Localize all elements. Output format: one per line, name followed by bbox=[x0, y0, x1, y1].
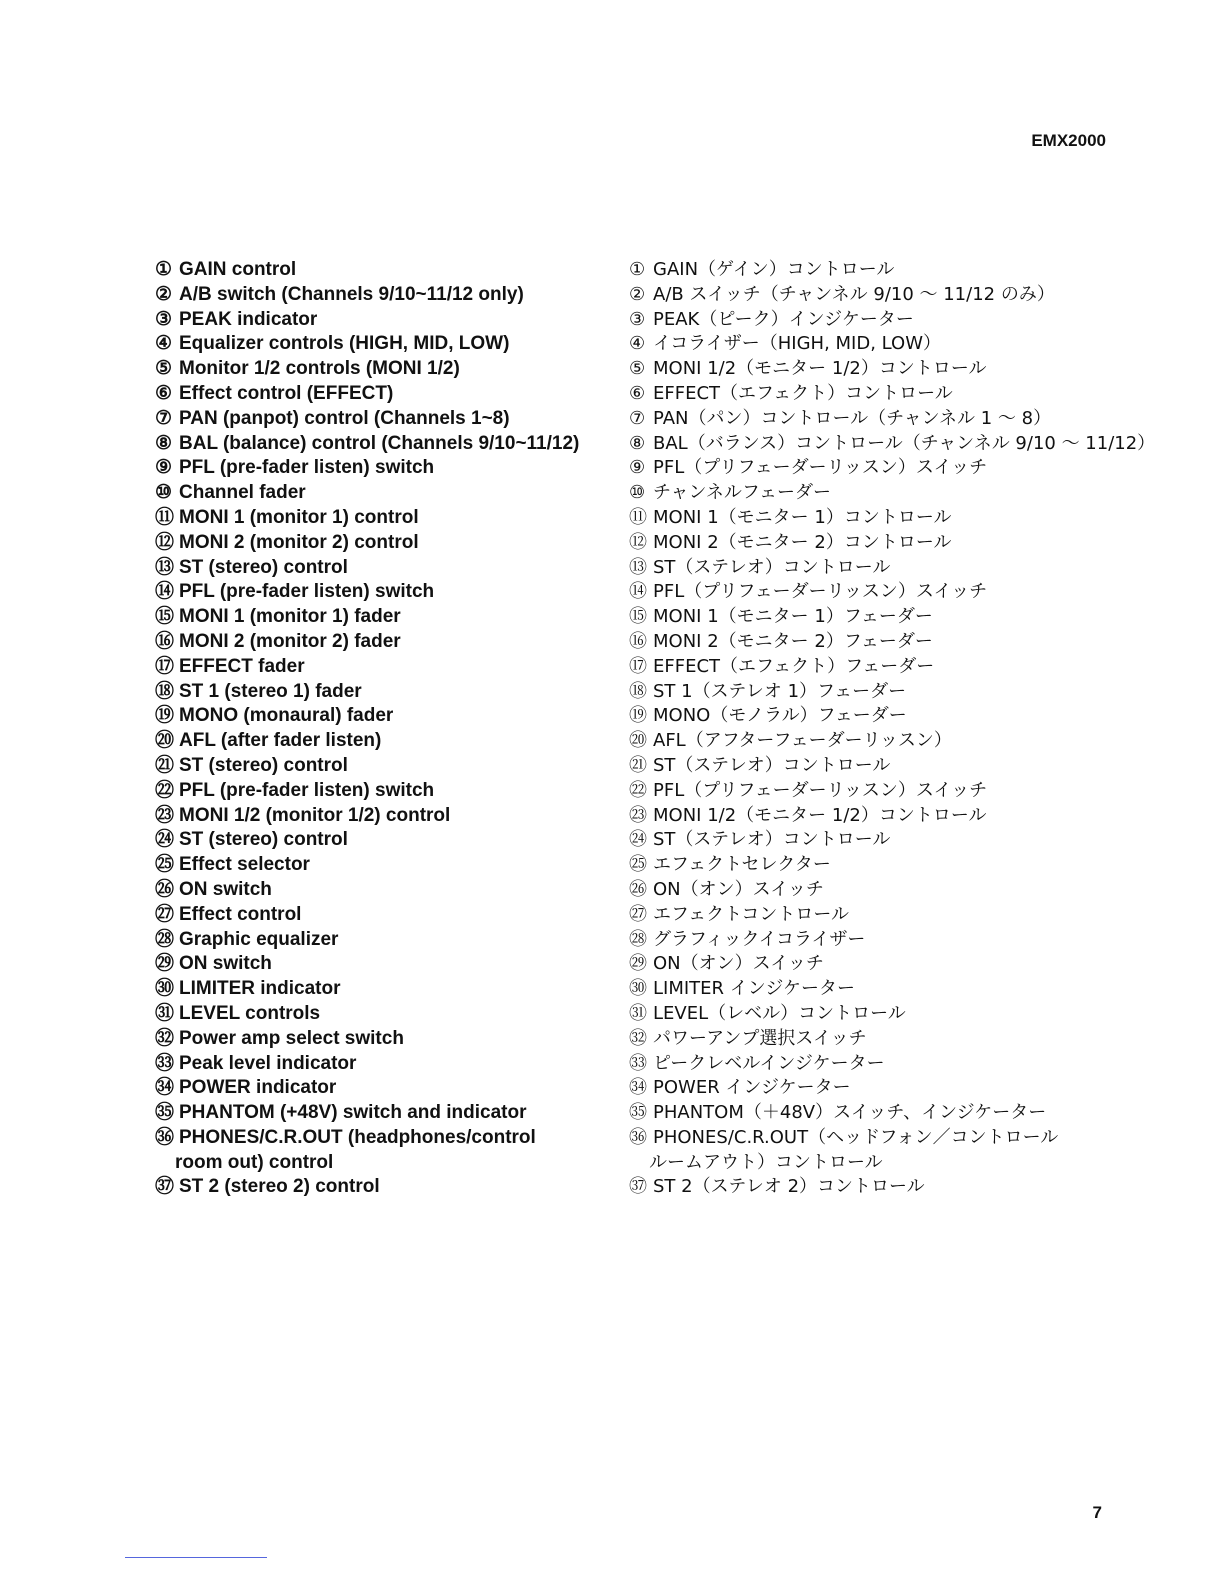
item-number: ㉖ bbox=[629, 878, 647, 900]
list-item bbox=[629, 928, 1109, 953]
item-number: ㉕ bbox=[155, 854, 175, 876]
item-text: ST（ステレオ）コントロール bbox=[653, 829, 891, 851]
list-item bbox=[629, 580, 1109, 605]
list-item bbox=[155, 680, 605, 705]
item-text: Effect selector bbox=[179, 854, 310, 876]
list-item bbox=[629, 779, 1109, 804]
item-number: ㉞ bbox=[155, 1077, 175, 1099]
item-text: Effect control (EFFECT) bbox=[179, 382, 394, 404]
item-number: ⑤ bbox=[629, 358, 646, 380]
item-number: ㉒ bbox=[155, 779, 175, 801]
list-item bbox=[155, 1027, 605, 1052]
list-item bbox=[629, 258, 1109, 283]
list-item bbox=[155, 332, 605, 357]
item-text: EFFECT（エフェクト）コントロール bbox=[653, 382, 953, 404]
item-number: ④ bbox=[629, 333, 646, 355]
item-text: MONI 1（モニター 1）フェーダー bbox=[653, 606, 933, 628]
item-number: ⑰ bbox=[155, 655, 175, 677]
item-number: ㉛ bbox=[629, 1002, 647, 1024]
item-number: ⑨ bbox=[629, 457, 646, 479]
list-item bbox=[629, 729, 1109, 754]
list-item bbox=[155, 308, 605, 333]
item-text: ST 1 (stereo 1) fader bbox=[179, 680, 362, 702]
list-item bbox=[629, 878, 1109, 903]
list-item bbox=[155, 878, 605, 903]
item-text: ON（オン）スイッチ bbox=[653, 953, 824, 975]
page-number: 7 bbox=[1092, 1503, 1102, 1522]
list-item bbox=[155, 432, 605, 457]
list-item bbox=[155, 729, 605, 754]
item-number: ㉘ bbox=[155, 928, 175, 950]
item-text: MONI 1（モニター 1）コントロール bbox=[653, 506, 952, 528]
list-item bbox=[629, 605, 1109, 630]
model-name: EMX2000 bbox=[1031, 131, 1106, 150]
item-text: PFL（プリフェーダーリッスン）スイッチ bbox=[653, 779, 988, 801]
list-item bbox=[629, 481, 1109, 506]
item-number: ㊲ bbox=[155, 1176, 175, 1198]
list-item bbox=[629, 853, 1109, 878]
item-text: MONI 1/2（モニター 1/2）コントロール bbox=[653, 358, 987, 380]
item-text: GAIN（ゲイン）コントロール bbox=[653, 259, 895, 280]
item-text: ピークレベルインジケーター bbox=[653, 1052, 885, 1074]
item-text: ST（ステレオ）コントロール bbox=[653, 754, 891, 776]
list-item bbox=[155, 506, 605, 531]
item-text: チャンネルフェーダー bbox=[653, 482, 832, 504]
list-item bbox=[629, 804, 1109, 829]
item-number: ⑯ bbox=[629, 630, 647, 652]
item-text: AFL（アフターフェーダーリッスン） bbox=[653, 730, 952, 752]
list-item bbox=[155, 456, 605, 481]
list-item bbox=[155, 828, 605, 853]
item-number: ㉓ bbox=[629, 804, 647, 826]
item-text: ST（ステレオ）コントロール bbox=[653, 556, 891, 578]
item-text: PHONES/C.R.OUT（ヘッドフォン／コントロール bbox=[653, 1126, 1059, 1148]
item-number: ⑱ bbox=[155, 680, 175, 702]
list-item bbox=[155, 977, 605, 1002]
item-number: ㊱ bbox=[629, 1126, 647, 1148]
item-text: LIMITER インジケーター bbox=[653, 978, 855, 1000]
list-item bbox=[629, 903, 1109, 928]
item-number: ㊲ bbox=[629, 1176, 647, 1198]
item-text: Effect control bbox=[179, 903, 302, 925]
list-item bbox=[155, 903, 605, 928]
item-number: ⑭ bbox=[155, 581, 175, 603]
item-text: LIMITER indicator bbox=[179, 978, 341, 1000]
item-number: ⑯ bbox=[155, 630, 175, 652]
list-item bbox=[155, 556, 605, 581]
item-number: ㉙ bbox=[629, 953, 647, 975]
item-number: ⑮ bbox=[629, 606, 647, 628]
item-number: ㉔ bbox=[629, 829, 647, 851]
item-text: ST 2（ステレオ 2）コントロール bbox=[653, 1176, 925, 1198]
item-text: PFL (pre-fader listen) switch bbox=[179, 581, 435, 603]
item-text: ST 1（ステレオ 1）フェーダー bbox=[653, 680, 907, 702]
item-number: ② bbox=[155, 283, 173, 305]
list-item bbox=[155, 283, 605, 308]
list-item bbox=[629, 1076, 1109, 1101]
item-number: ㉗ bbox=[629, 903, 647, 925]
item-number: ⑦ bbox=[155, 407, 173, 429]
item-text: A/B スイッチ（チャンネル 9/10 ～ 11/12 のみ） bbox=[653, 283, 1055, 305]
list-item bbox=[155, 754, 605, 779]
list-item bbox=[155, 1052, 605, 1077]
item-text: PEAK（ピーク）インジケーター bbox=[653, 308, 914, 330]
item-text: Graphic equalizer bbox=[179, 928, 339, 950]
item-text: EFFECT（エフェクト）フェーダー bbox=[653, 655, 935, 677]
list-item bbox=[155, 1175, 605, 1200]
list-item bbox=[629, 283, 1109, 308]
item-number: ① bbox=[629, 259, 646, 280]
list-item bbox=[629, 382, 1109, 407]
item-text: Peak level indicator bbox=[179, 1052, 357, 1074]
item-number: ⑫ bbox=[155, 531, 175, 553]
item-text-continuation: ルームアウト）コントロール bbox=[649, 1151, 883, 1173]
item-number: ⑧ bbox=[629, 432, 646, 454]
item-number: ㉖ bbox=[155, 878, 175, 900]
item-text: AFL (after fader listen) bbox=[179, 730, 382, 752]
item-number: ⑪ bbox=[629, 506, 647, 528]
item-number: ⑧ bbox=[155, 432, 173, 454]
item-number: ㉝ bbox=[629, 1052, 647, 1074]
list-item bbox=[629, 308, 1109, 333]
list-item bbox=[629, 1052, 1109, 1077]
item-number: ⑦ bbox=[629, 407, 646, 429]
item-number: ⑨ bbox=[155, 457, 173, 479]
item-text: ST (stereo) control bbox=[179, 754, 348, 776]
list-item bbox=[155, 1076, 605, 1101]
footer-rule bbox=[125, 1557, 267, 1558]
item-text: MONI 1/2 (monitor 1/2) control bbox=[179, 804, 451, 826]
item-text: PFL (pre-fader listen) switch bbox=[179, 779, 435, 801]
list-item bbox=[629, 977, 1109, 1002]
list-item bbox=[629, 357, 1109, 382]
item-text: エフェクトコントロール bbox=[653, 903, 850, 925]
item-number: ㉜ bbox=[155, 1027, 175, 1049]
item-text: LEVEL（レベル）コントロール bbox=[653, 1002, 906, 1024]
item-number: ⑱ bbox=[629, 680, 647, 702]
japanese-item-list bbox=[629, 258, 1156, 1200]
item-number: ⑲ bbox=[629, 705, 647, 727]
item-text: POWER インジケーター bbox=[653, 1077, 851, 1099]
list-item bbox=[155, 481, 605, 506]
item-text: LEVEL controls bbox=[179, 1002, 321, 1024]
item-number: ㊱ bbox=[155, 1126, 175, 1148]
item-number: ㉕ bbox=[629, 854, 647, 876]
item-number: ⑤ bbox=[155, 358, 173, 380]
item-text: ST 2 (stereo 2) control bbox=[179, 1176, 380, 1198]
item-number: ㉘ bbox=[629, 928, 647, 950]
item-text: Power amp select switch bbox=[179, 1027, 404, 1049]
item-number: ㉔ bbox=[155, 829, 175, 851]
list-item bbox=[155, 804, 605, 829]
list-item bbox=[155, 630, 605, 655]
item-text: PHANTOM（＋48V）スイッチ、インジケーター bbox=[653, 1102, 1047, 1124]
item-number: ㉒ bbox=[629, 779, 647, 801]
item-text: MONI 2 (monitor 2) fader bbox=[179, 630, 401, 652]
list-item bbox=[629, 1027, 1109, 1052]
item-text: MONI 1 (monitor 1) control bbox=[179, 506, 419, 528]
list-item bbox=[629, 1175, 1109, 1200]
item-number: ⑳ bbox=[629, 730, 647, 752]
item-number: ③ bbox=[629, 308, 646, 330]
item-number: ⑬ bbox=[629, 556, 647, 578]
list-item bbox=[155, 928, 605, 953]
item-number: ㉟ bbox=[155, 1102, 175, 1124]
list-item bbox=[155, 580, 605, 605]
list-item bbox=[629, 1126, 1109, 1176]
list-item bbox=[629, 456, 1109, 481]
item-number: ④ bbox=[155, 333, 173, 355]
item-text: ON switch bbox=[179, 953, 272, 975]
item-text: PAN (panpot) control (Channels 1~8) bbox=[179, 407, 510, 429]
item-number: ② bbox=[629, 283, 646, 305]
list-item bbox=[155, 1101, 605, 1126]
item-text: PHONES/C.R.OUT (headphones/control bbox=[179, 1126, 536, 1148]
list-item bbox=[155, 382, 605, 407]
item-text: Equalizer controls (HIGH, MID, LOW) bbox=[179, 333, 510, 355]
list-item bbox=[629, 680, 1109, 705]
item-number: ① bbox=[155, 259, 173, 280]
item-text: PFL（プリフェーダーリッスン）スイッチ bbox=[653, 581, 988, 603]
item-text: グラフィックイコライザー bbox=[653, 928, 866, 950]
item-text: ST (stereo) control bbox=[179, 829, 348, 851]
item-number: ⑭ bbox=[629, 581, 647, 603]
item-text: MONO（モノラル）フェーダー bbox=[653, 705, 907, 727]
list-item bbox=[629, 754, 1109, 779]
item-number: ⑥ bbox=[155, 382, 173, 404]
list-item bbox=[155, 407, 605, 432]
item-number: ⑩ bbox=[155, 482, 173, 504]
list-item bbox=[155, 952, 605, 977]
item-text: PEAK indicator bbox=[179, 308, 318, 330]
item-number: ⑳ bbox=[155, 730, 175, 752]
item-number: ⑩ bbox=[629, 482, 646, 504]
item-text: PHANTOM (+48V) switch and indicator bbox=[179, 1102, 527, 1124]
item-number: ㉟ bbox=[629, 1102, 647, 1124]
item-text: A/B switch (Channels 9/10~11/12 only) bbox=[179, 283, 524, 305]
list-item bbox=[629, 332, 1109, 357]
list-item bbox=[629, 952, 1109, 977]
item-text: ON switch bbox=[179, 878, 272, 900]
list-item bbox=[629, 531, 1109, 556]
item-text: イコライザー（HIGH, MID, LOW） bbox=[653, 333, 942, 355]
list-item bbox=[155, 1002, 605, 1027]
item-number: ㉑ bbox=[155, 754, 175, 776]
item-number: ⑥ bbox=[629, 382, 646, 404]
item-number: ㉝ bbox=[155, 1052, 175, 1074]
list-item bbox=[155, 655, 605, 680]
list-item bbox=[629, 506, 1109, 531]
list-item bbox=[155, 704, 605, 729]
item-text: パワーアンプ選択スイッチ bbox=[653, 1027, 867, 1049]
list-item bbox=[155, 605, 605, 630]
item-number: ⑫ bbox=[629, 531, 647, 553]
list-item bbox=[629, 1101, 1109, 1126]
list-item bbox=[155, 1126, 605, 1176]
item-text: BAL (balance) control (Channels 9/10~11/12) bbox=[179, 432, 580, 454]
item-number: ③ bbox=[155, 308, 173, 330]
item-number: ㉞ bbox=[629, 1077, 647, 1099]
item-text: MONI 2（モニター 2）コントロール bbox=[653, 531, 952, 553]
list-item bbox=[155, 531, 605, 556]
item-number: ㉚ bbox=[629, 978, 647, 1000]
list-item bbox=[155, 779, 605, 804]
list-item bbox=[629, 432, 1156, 457]
list-item bbox=[155, 357, 605, 382]
list-item bbox=[629, 407, 1109, 432]
list-item bbox=[629, 556, 1109, 581]
list-item bbox=[629, 655, 1109, 680]
list-item bbox=[155, 258, 605, 283]
list-item bbox=[629, 1002, 1109, 1027]
item-number: ㉑ bbox=[629, 754, 647, 776]
item-number: ⑮ bbox=[155, 606, 175, 628]
item-number: ⑲ bbox=[155, 705, 175, 727]
item-text: POWER indicator bbox=[179, 1077, 337, 1099]
item-text-continuation: room out) control bbox=[175, 1151, 334, 1173]
item-number: ㉙ bbox=[155, 953, 175, 975]
item-text: PFL（プリフェーダーリッスン）スイッチ bbox=[653, 457, 988, 479]
item-number: ㉚ bbox=[155, 978, 175, 1000]
item-number: ⑬ bbox=[155, 556, 175, 578]
item-text: MONO (monaural) fader bbox=[179, 705, 394, 727]
list-item bbox=[629, 828, 1109, 853]
item-text: GAIN control bbox=[179, 259, 297, 280]
item-text: BAL（バランス）コントロール（チャンネル 9/10 ～ 11/12） bbox=[653, 432, 1156, 454]
item-text: MONI 2 (monitor 2) control bbox=[179, 531, 419, 553]
item-text: Monitor 1/2 controls (MONI 1/2) bbox=[179, 358, 460, 380]
item-text: ST (stereo) control bbox=[179, 556, 348, 578]
item-text: エフェクトセレクター bbox=[653, 854, 831, 876]
item-text: MONI 2（モニター 2）フェーダー bbox=[653, 630, 933, 652]
item-text: PAN（パン）コントロール（チャンネル 1 ～ 8） bbox=[653, 407, 1052, 429]
item-text: MONI 1/2（モニター 1/2）コントロール bbox=[653, 804, 987, 826]
item-text: Channel fader bbox=[179, 482, 306, 504]
item-number: ⑪ bbox=[155, 506, 175, 528]
item-number: ㉜ bbox=[629, 1027, 647, 1049]
item-text: ON（オン）スイッチ bbox=[653, 878, 824, 900]
item-text: MONI 1 (monitor 1) fader bbox=[179, 606, 401, 628]
item-number: ⑰ bbox=[629, 655, 647, 677]
list-item bbox=[629, 704, 1109, 729]
english-item-list bbox=[155, 258, 605, 1200]
item-number: ㉗ bbox=[155, 903, 175, 925]
list-item bbox=[155, 853, 605, 878]
item-number: ㉓ bbox=[155, 804, 175, 826]
item-number: ㉛ bbox=[155, 1002, 175, 1024]
list-item bbox=[629, 630, 1109, 655]
item-text: EFFECT fader bbox=[179, 655, 305, 677]
item-text: PFL (pre-fader listen) switch bbox=[179, 457, 435, 479]
